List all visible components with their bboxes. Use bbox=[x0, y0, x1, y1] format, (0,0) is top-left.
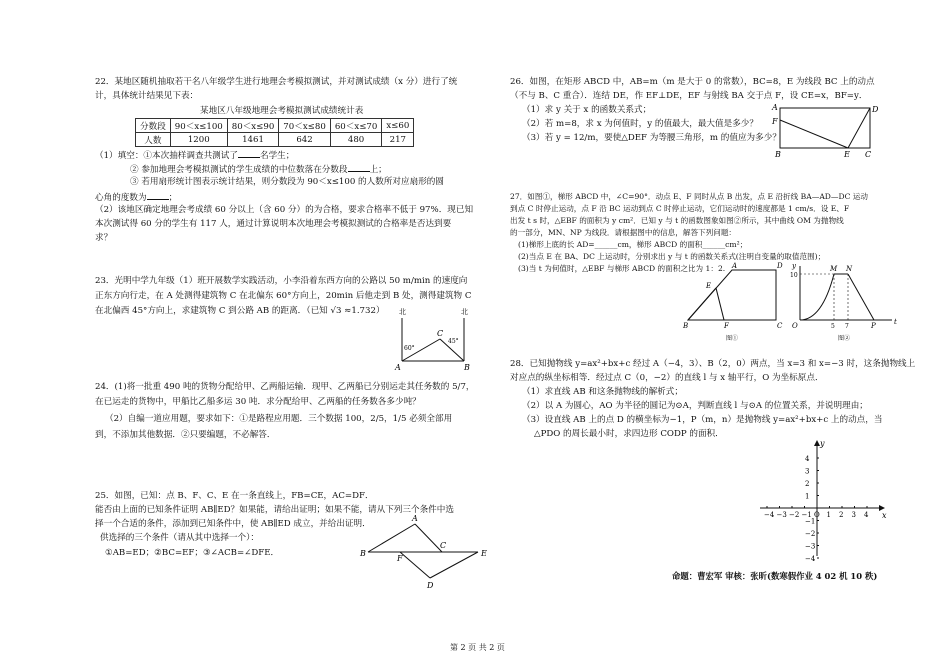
q22-s1a-end: 名学生； bbox=[259, 151, 295, 161]
q28-line1: 28．已知抛物线 y=ax²+bx+c 经过 A（−4，3）、B（2，0）两点，当 x=3 和 x=−3 时，这条抛物线上 bbox=[510, 359, 916, 369]
q22-s1b-end: 上； bbox=[369, 165, 387, 175]
table-cell: 人数 bbox=[136, 133, 171, 147]
q28-line4: （2）以 A 为圆心，AO 为半径的圆记为⊙A，判断直线 l 与⊙A 的位置关系，并说明理由； bbox=[522, 401, 868, 411]
page-number: 第 2 页 共 2 页 bbox=[450, 643, 505, 652]
segment-np bbox=[848, 274, 874, 320]
x-axis-label: x bbox=[882, 511, 887, 520]
x-tick-label: 4 bbox=[864, 511, 869, 519]
q25-line3: 择一个合适的条件，添加到已知条件中，使 AB∥ED 成立，并给出证明． bbox=[95, 519, 371, 529]
angle-60-label: 60° bbox=[404, 345, 415, 352]
q22-s2a: （2）该地区确定地理会考成绩 60 分以上（含 60 分）的为合格，要求合格率不低于 97%．现已知 bbox=[95, 205, 474, 215]
footer-credit: 命题：曹宏军 审核：张昕(数寒假作业 4 02 机 10 秩) bbox=[672, 571, 878, 581]
q22-s1b-text: ② 参加地理会考模拟测试的学生成绩的中位数落在分数段 bbox=[130, 165, 348, 175]
q24-line3: （2）自编一道应用题，要求如下：①是路程应用题．三个数据 100，2/5，1/5 必须全部用 bbox=[105, 414, 453, 424]
q23-line1: 23．光明中学九年级（1）班开展数学实践活动，小李沿着东西方向的公路以 50 m/min 的速度向 bbox=[95, 276, 468, 286]
q22-s1c: ③ 若用扇形统计图表示统计结果，则分数段为 90＜x≤100 的人数所对应扇形的圆 bbox=[130, 177, 444, 187]
q28-line5: （3）设直线 AB 上的点 D 的横坐标为−1，P（m，n）是抛物线 y=ax²+bx+c 上的动点，当 bbox=[522, 415, 883, 425]
point-c-label: C bbox=[437, 329, 444, 338]
q27-line7: (3)当 t 为何值时，△EBF 与梯形 ABCD 的面积之比为 1：2. bbox=[518, 264, 726, 273]
y-tick-label: −3 bbox=[805, 542, 816, 551]
y-tick-label: 2 bbox=[805, 480, 810, 488]
q26-line5: （3）若 y = 12/m，要使△DEF 为等腰三角形，m 的值应为多少？ bbox=[522, 133, 781, 143]
score-table bbox=[135, 118, 414, 147]
table-cell: 217 bbox=[382, 133, 414, 147]
point-a-label: A bbox=[412, 514, 418, 523]
function-graph-figure bbox=[790, 262, 902, 342]
north-label-a: 北 bbox=[399, 308, 406, 316]
point-f-label: F bbox=[724, 322, 729, 330]
x-tick-label: O bbox=[814, 511, 820, 519]
q22-s1d-end: ； bbox=[168, 193, 178, 203]
point-b-label: B bbox=[360, 549, 366, 558]
q27-line4: 的一部分，MN、NP 为线段．请根据图中的信息，解答下列问题： bbox=[510, 228, 737, 237]
q25-line5: ①AB=ED；②BC=EF；③∠ACB=∠DFE． bbox=[105, 548, 280, 558]
point-e-label: E bbox=[706, 282, 712, 290]
y-axis-label: y bbox=[792, 262, 796, 270]
rectangle-abcd bbox=[780, 108, 870, 148]
point-c-label: C bbox=[865, 150, 872, 159]
y-tick-label: 4 bbox=[805, 455, 810, 463]
x-tick-label: 3 bbox=[851, 511, 856, 519]
table-header: 分数段 bbox=[136, 119, 171, 133]
table-cell: 642 bbox=[279, 133, 331, 147]
point-a-label: A bbox=[395, 363, 401, 372]
point-m-label: M bbox=[830, 265, 838, 273]
x-tick-label: −4 bbox=[764, 511, 775, 519]
q28-line6: △PDO 的周长最小时，求四边形 CODP 的面积． bbox=[534, 429, 724, 439]
north-label-b: 北 bbox=[461, 308, 468, 316]
segment-be bbox=[688, 288, 716, 320]
y-tick-label: −2 bbox=[805, 530, 816, 538]
table-header: 60＜x≤70 bbox=[330, 119, 382, 133]
q22-line2: 计，具体统计结果见下表： bbox=[95, 91, 199, 101]
point-p-label: P bbox=[871, 322, 876, 330]
q25-line2: 能否由上面的已知条件证明 AB∥ED？如果能，请给出证明；如果不能，请从下列三个条件中选 bbox=[95, 505, 454, 515]
x-tick-label: −3 bbox=[776, 511, 787, 519]
q26-line1: 26．如图，在矩形 ABCD 中，AB=m（m 是大于 0 的常数），BC=8，E 为线段 BC 上的动点 bbox=[510, 77, 875, 87]
table-cell: 1200 bbox=[170, 133, 227, 147]
answer-blank[interactable] bbox=[348, 162, 370, 172]
x-tick-label: −1 bbox=[801, 511, 812, 519]
q24-line1: 24．(1)将一批重 490 吨的货物分配给甲、乙两船运输．现甲、乙两船已分别运走其任务数的 5/7， bbox=[95, 382, 475, 392]
table-header: 90＜x≤100 bbox=[170, 119, 227, 133]
x-tick-label: 1 bbox=[826, 511, 831, 519]
point-b-label: B bbox=[775, 150, 781, 159]
tick-7: 7 bbox=[845, 323, 849, 330]
y-axis-label: y bbox=[820, 439, 825, 448]
q24-line4: 到，不添加其他数据．②只要编题，不必解答． bbox=[95, 430, 276, 440]
point-d-label: D bbox=[872, 105, 879, 114]
q27-line6: (2)当点 E 在 BA、DC 上运动时，分别求出 y 与 t 的函数关系式(注明自变量的取值范围)； bbox=[518, 252, 826, 261]
y-tick-label: −1 bbox=[805, 517, 816, 526]
q22-s2c: 求？ bbox=[95, 233, 113, 243]
table-row bbox=[136, 119, 414, 133]
point-n-label: N bbox=[846, 265, 853, 273]
curve-om bbox=[800, 274, 834, 320]
point-d-label: D bbox=[427, 581, 434, 590]
table-header: 80＜x≤90 bbox=[227, 119, 279, 133]
q25-line4: 供选择的三个条件（请从其中选择一个）： bbox=[100, 533, 259, 543]
q26-figure bbox=[770, 102, 880, 158]
segment-df bbox=[400, 552, 430, 578]
q22-table-title: 某地区八年级地理会考模拟测试成绩统计表 bbox=[200, 106, 364, 116]
x-tick-label: 2 bbox=[839, 511, 844, 519]
figure-caption: 图① bbox=[726, 335, 739, 342]
q26-line4: （2）若 m=8，求 x 为何值时，y 的值最大，最大值是多少？ bbox=[522, 119, 758, 129]
q22-line1: 22．某地区随机抽取若干名八年级学生进行地理会考模拟测试，并对测试成绩（x 分）进行了统 bbox=[95, 77, 458, 87]
segment-de bbox=[848, 108, 870, 148]
t-axis-label: t bbox=[894, 318, 897, 326]
q27-line3: 出发 t s 时，△EBF 的面积为 y cm²．已知 y 与 t 的函数图象如图②所示，其中曲线 OM 为抛物线 bbox=[510, 216, 844, 225]
q28-line3: （1）求直线 AB 和这条抛物线的解析式； bbox=[522, 387, 683, 397]
table-header: 70＜x≤80 bbox=[279, 119, 331, 133]
y-tick-label: 3 bbox=[805, 467, 810, 476]
q28-line2: 对应点的纵坐标相等．经过点 C（0，−2）的直线 l 与 x 轴平行，O 为坐标原点． bbox=[510, 373, 824, 383]
tick-5: 5 bbox=[831, 323, 835, 330]
q26-line3: （1）求 y 关于 x 的函数关系式； bbox=[522, 105, 652, 115]
q22-s1d bbox=[95, 190, 177, 205]
angle-45-label: 45° bbox=[448, 338, 459, 345]
origin-label: O bbox=[792, 322, 798, 330]
y-tick-label: 1 bbox=[805, 492, 810, 501]
point-b-label: B bbox=[464, 363, 470, 372]
point-e-label: E bbox=[844, 150, 850, 159]
point-c-label: C bbox=[440, 541, 447, 550]
q23-figure bbox=[392, 308, 472, 370]
trapezoid-abcd bbox=[688, 270, 776, 320]
q23-line3: 在北偏西 45°方向上，求建筑物 C 到公路 AB 的距离．（已知 √3 ≈1.732） bbox=[95, 306, 385, 316]
segment-ed bbox=[430, 552, 478, 578]
q27-line2: 到点 C 时停止运动，点 F 沿 BC 运动到点 C 时停止运动，它们运动时的速度都是 1 cm/s．设 E、F bbox=[510, 204, 850, 213]
q22-s1a-text: （1）填空：①本次抽样调查共测试了 bbox=[95, 151, 238, 161]
answer-blank[interactable] bbox=[147, 190, 169, 200]
point-d-label: D bbox=[777, 262, 783, 270]
x-tick-label: −2 bbox=[789, 511, 800, 519]
q22-s1d-text: 心角的度数为 bbox=[95, 193, 147, 203]
q22-s2b: 本次测试得 60 分的学生有 117 人，通过计算说明本次地理会考模拟测试的合格率是否达到要 bbox=[95, 219, 452, 229]
segment-ef bbox=[716, 288, 724, 320]
point-a-label: A bbox=[772, 103, 778, 112]
segment-ac bbox=[415, 524, 442, 552]
q26-line2: （不与 B、C 重合）．连结 DE，作 EF⊥DE，EF 与射线 BA 交于点 F，设 CE=x，BF=y． bbox=[510, 91, 868, 101]
trapezoid-figure bbox=[680, 262, 790, 342]
q24-line2: 在已运走的货物中，甲船比乙船多运 30 吨．求分配给甲、乙两船的任务数各多少吨？ bbox=[95, 397, 421, 407]
q23-line2: 正东方向行走，在 A 处测得建筑物 C 在北偏东 60°方向上，20min 后他走到 B 处，测得建筑物 C bbox=[95, 291, 472, 301]
table-cell: 1461 bbox=[227, 133, 279, 147]
table-header: x≤60 bbox=[382, 119, 414, 133]
point-b-label: B bbox=[683, 322, 689, 330]
point-f-label: F bbox=[397, 554, 403, 563]
q25-figure bbox=[360, 512, 490, 592]
coordinate-plane bbox=[755, 438, 890, 563]
q22-s1a bbox=[95, 148, 294, 163]
table-row bbox=[136, 133, 414, 147]
q25-line1: 25．如图，已知：点 B、F、C、E 在一条直线上，FB=CE，AC=DF． bbox=[95, 491, 374, 501]
point-e-label: E bbox=[481, 549, 487, 558]
y-tick-label: −4 bbox=[805, 555, 816, 563]
segment-ab bbox=[368, 524, 415, 552]
point-a-label: A bbox=[732, 262, 738, 270]
q27-line5: (1)梯形上底的长 AD=______cm，梯形 ABCD 的面积______cm²； bbox=[518, 240, 748, 249]
point-f-label: F bbox=[772, 117, 778, 126]
tick-10: 10 bbox=[790, 272, 798, 279]
q22-s1b bbox=[130, 162, 387, 177]
segment-fe bbox=[780, 120, 848, 148]
q27-line1: 27．如图①，梯形 ABCD 中，∠C=90°．动点 E、F 同时从点 B 出发，点 E 沿折线 BA—AD—DC 运动 bbox=[510, 192, 868, 201]
table-cell: 480 bbox=[330, 133, 382, 147]
answer-blank[interactable] bbox=[238, 148, 260, 158]
point-c-label: C bbox=[777, 322, 783, 330]
figure-caption: 图② bbox=[838, 335, 851, 342]
